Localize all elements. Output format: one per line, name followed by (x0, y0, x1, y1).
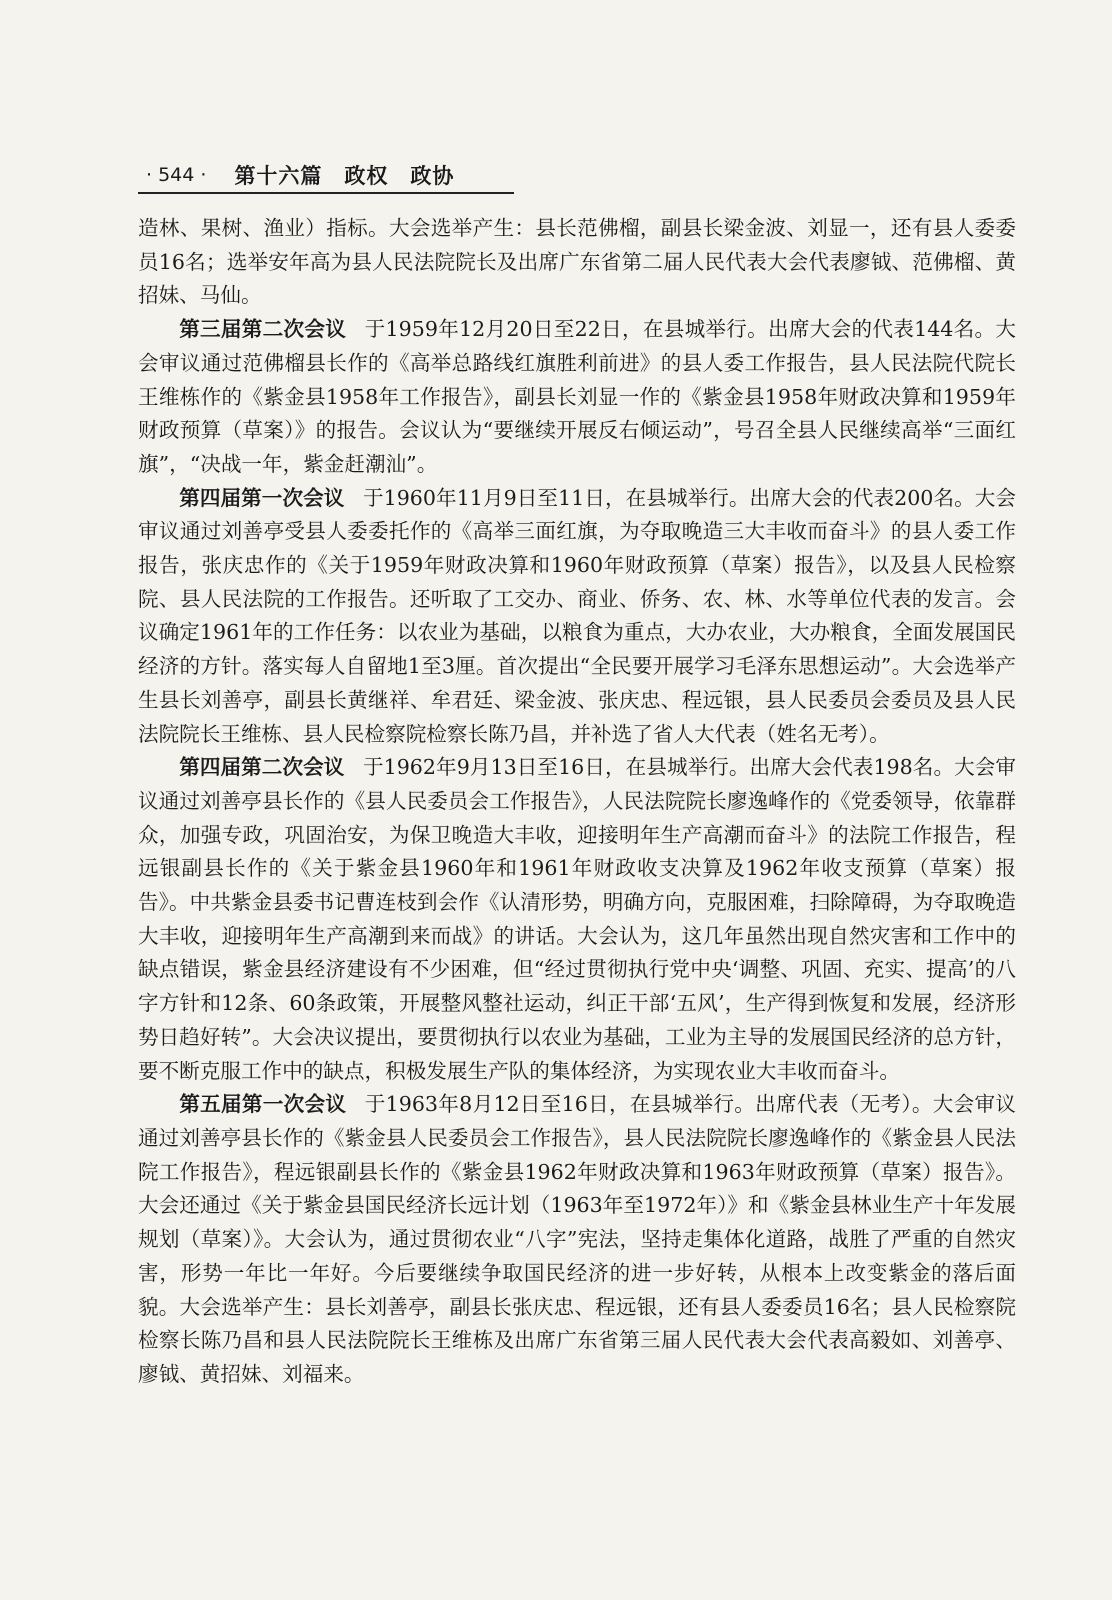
paragraph-session-4-1 (138, 482, 1016, 752)
paragraph-session-3-2 (138, 313, 1016, 482)
session-heading: 第四届第一次会议 (179, 485, 345, 510)
paragraph-text: 造林、果树、渔业）指标。大会选举产生：县长范佛榴，副县长梁金波、刘显一，还有县人委委员16名；选举安年高为县人民法院院长及出席广东省第二届人民代表大会代表廖钺、范佛榴、黄招妹、马仙。 (138, 216, 1016, 308)
paragraph-text: 于1962年9月13日至16日，在县城举行。出席大会代表198名。大会审议通过刘善亭县长作的《县人民委员会工作报告》，人民法院院长廖逸峰作的《党委领导，依靠群众，加强专政，巩固治安，为保卫晚造大丰收，迎接明年生产高潮而奋斗》的法院工作报告，程远银副县长作的《关于紫金县1960年和1961年财政收支决算及1962年收支预算（草案）报告》。中共紫金县委书记曹连枝到会作《认清形势，明确方向，克服困难，扫除障碍，为夺取晚造大丰收，迎接明年生产高潮到来而战》的讲话。大会认为，这几年虽然出现自然灾害和工作中的缺点错误，紫金县经济建设有不少困难，但“经过贯彻执行党中央‘调整、巩固、充实、提高’的八字方针和12条、60条政策，开展整风整社运动，纠正干部‘五风’，生产得到恢复和发展，经济形势日趋好转”。大会决议提出，要贯彻执行以农业为基础，工业为主导的发展国民经济的总方针，要不断克服工作中的缺点，积极发展生产队的集体经济，为实现农业大丰收而奋斗。 (138, 755, 1017, 1083)
session-heading: 第三届第二次会议 (179, 317, 347, 342)
session-heading: 第五届第一次会议 (179, 1092, 347, 1117)
paragraph-text: 于1963年8月12日至16日，在县城举行。出席代表（无考）。大会审议通过刘善亭县长作的《紫金县人民委员会工作报告》，县人民法院院长廖逸峰作的《紫金县人民法院工作报告》，程远银副县长作的《紫金县1962年财政决算和1963年财政预算（草案）报告》。大会还通过《关于紫金县国民经济长远计划（1963年至1972年）》和《紫金县林业生产十年发展规划（草案）》。大会认为，通过贯彻农业“八字”宪法，坚持走集体化道路，战胜了严重的自然灾害，形势一年比一年好。今后要继续争取国民经济的进一步好转，从根本上改变紫金的落后面貌。大会选举产生：县长刘善亭，副县长张庆忠、程远银，还有县人委委员16名；县人民检察院检察长陈乃昌和县人民法院院长王维栋及出席广东省第三届人民代表大会代表高毅如、刘善亭、廖钺、黄招妹、刘福来。 (138, 1092, 1016, 1386)
paragraph-session-5-1 (138, 1088, 1016, 1391)
paragraph-text: 于1960年11月9日至11日，在县城举行。出席大会的代表200名。大会审议通过刘善亭受县人委委托作的《高举三面红旗，为夺取晚造三大丰收而奋斗》的县人委工作报告，张庆忠作的《关于1959年财政决算和1960年财政预算（草案）报告》，以及县人民检察院、县人民法院的工作报告。还听取了工交办、商业、侨务、农、林、水等单位代表的发言。会议确定1961年的工作任务：以农业为基础，以粮食为重点，大办农业，大办粮食，全面发展国民经济的方针。落实每人自留地1至3厘。首次提出“全民要开展学习毛泽东思想运动”。大会选举产生县长刘善亭，副县长黄继祥、牟君廷、梁金波、张庆忠、程远银，县人民委员会委员及县人民法院院长王维栋、县人民检察院检察长陈乃昌，并补选了省人大代表（姓名无考）。 (138, 485, 1017, 746)
session-heading: 第四届第二次会议 (179, 755, 345, 780)
paragraph-text: 于1959年12月20日至22日，在县城举行。出席大会的代表144名。大会审议通过范佛榴县长作的《高举总路线红旗胜利前进》的县人委工作报告，县人民法院代院长王维栋作的《紫金县1958年工作报告》，副县长刘显一作的《紫金县1958年财政决算和1959年财政预算（草案）》的报告。会议认为“要继续开展反右倾运动”，号召全县人民继续高举“三面红旗”，“决战一年，紫金赶潮汕”。 (138, 317, 1016, 476)
page-number: · 544 · (146, 164, 207, 186)
running-header (138, 158, 514, 194)
paragraph-continued (138, 212, 1016, 313)
paragraph-session-4-2 (138, 751, 1016, 1088)
body-text (138, 212, 1016, 1392)
section-title: 第十六篇 政权 政协 (234, 164, 455, 188)
